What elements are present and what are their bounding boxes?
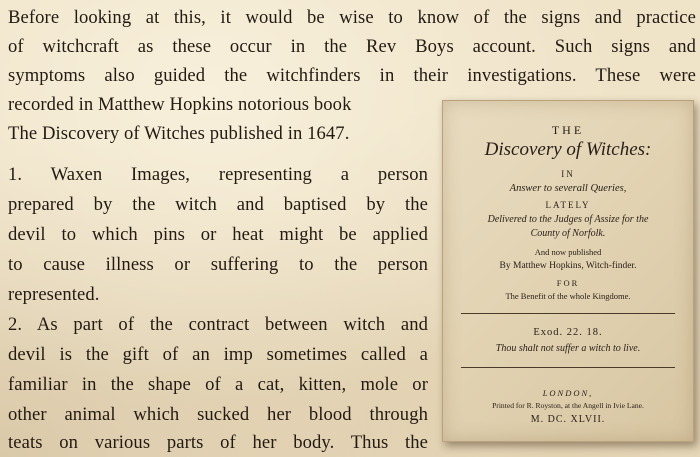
list-item: 1. Waxen Images, representing a person <box>8 164 428 185</box>
title-page-lately: LATELY <box>545 200 591 210</box>
title-page-rule <box>461 313 675 314</box>
title-page-verse: Thou shalt not suffer a witch to live. <box>495 343 641 354</box>
text-line: of witchcraft as these occur in the Rev Boys account. Such signs and <box>8 36 696 57</box>
title-page-printer: Printed for R. Royston, at the Angell in Ivie Lane. <box>492 401 644 410</box>
title-page-the: THE <box>551 123 585 137</box>
list-item: 2. As part of the contract between witch and <box>8 314 428 335</box>
text-line: prepared by the witch and baptised by the <box>8 194 428 215</box>
text-line: Before looking at this, it would be wise to know of the signs and practice <box>8 7 696 28</box>
text-line: recorded in Matthew Hopkins notorious book <box>8 94 352 115</box>
text-line: devil is the gift of an imp sometimes called a <box>8 344 428 365</box>
text-line: symptoms also guided the witchfinders in their investigations. These were <box>8 65 696 86</box>
text-line: other animal which sucked her blood through <box>8 404 428 425</box>
text-line: to cause illness or suffering to the person <box>8 254 428 275</box>
text-line: familiar in the shape of a cat, kitten, mole or <box>8 374 428 395</box>
title-page-year: M. DC. XLVII. <box>530 414 606 425</box>
title-page-verse-ref: Exod. 22. 18. <box>533 327 603 338</box>
title-page-now-published: And now published <box>534 247 602 257</box>
title-page-answer: Answer to severall Queries, <box>509 183 627 194</box>
text-line: represented. <box>8 284 100 305</box>
text-line: teats on various parts of her body. Thus the <box>8 432 428 453</box>
title-page-title: Discovery of Witches: <box>484 139 652 160</box>
title-page-image <box>442 100 694 442</box>
title-page-author: By Matthew Hopkins, Witch-finder. <box>499 261 637 271</box>
title-page-for: FOR <box>556 278 580 288</box>
text-line: devil to which pins or heat might be applied <box>8 224 428 245</box>
text-line: The Discovery of Witches published in 1647. <box>8 123 350 144</box>
title-page-in: IN <box>561 169 575 179</box>
title-page-rule <box>461 367 675 368</box>
title-page-city: LONDON, <box>542 388 594 398</box>
title-page-delivered: Delivered to the Judges of Assize for the <box>487 214 649 225</box>
title-page-county: County of Norfolk. <box>530 228 606 239</box>
title-page-benefit: The Benefit of the whole Kingdome. <box>505 291 631 301</box>
